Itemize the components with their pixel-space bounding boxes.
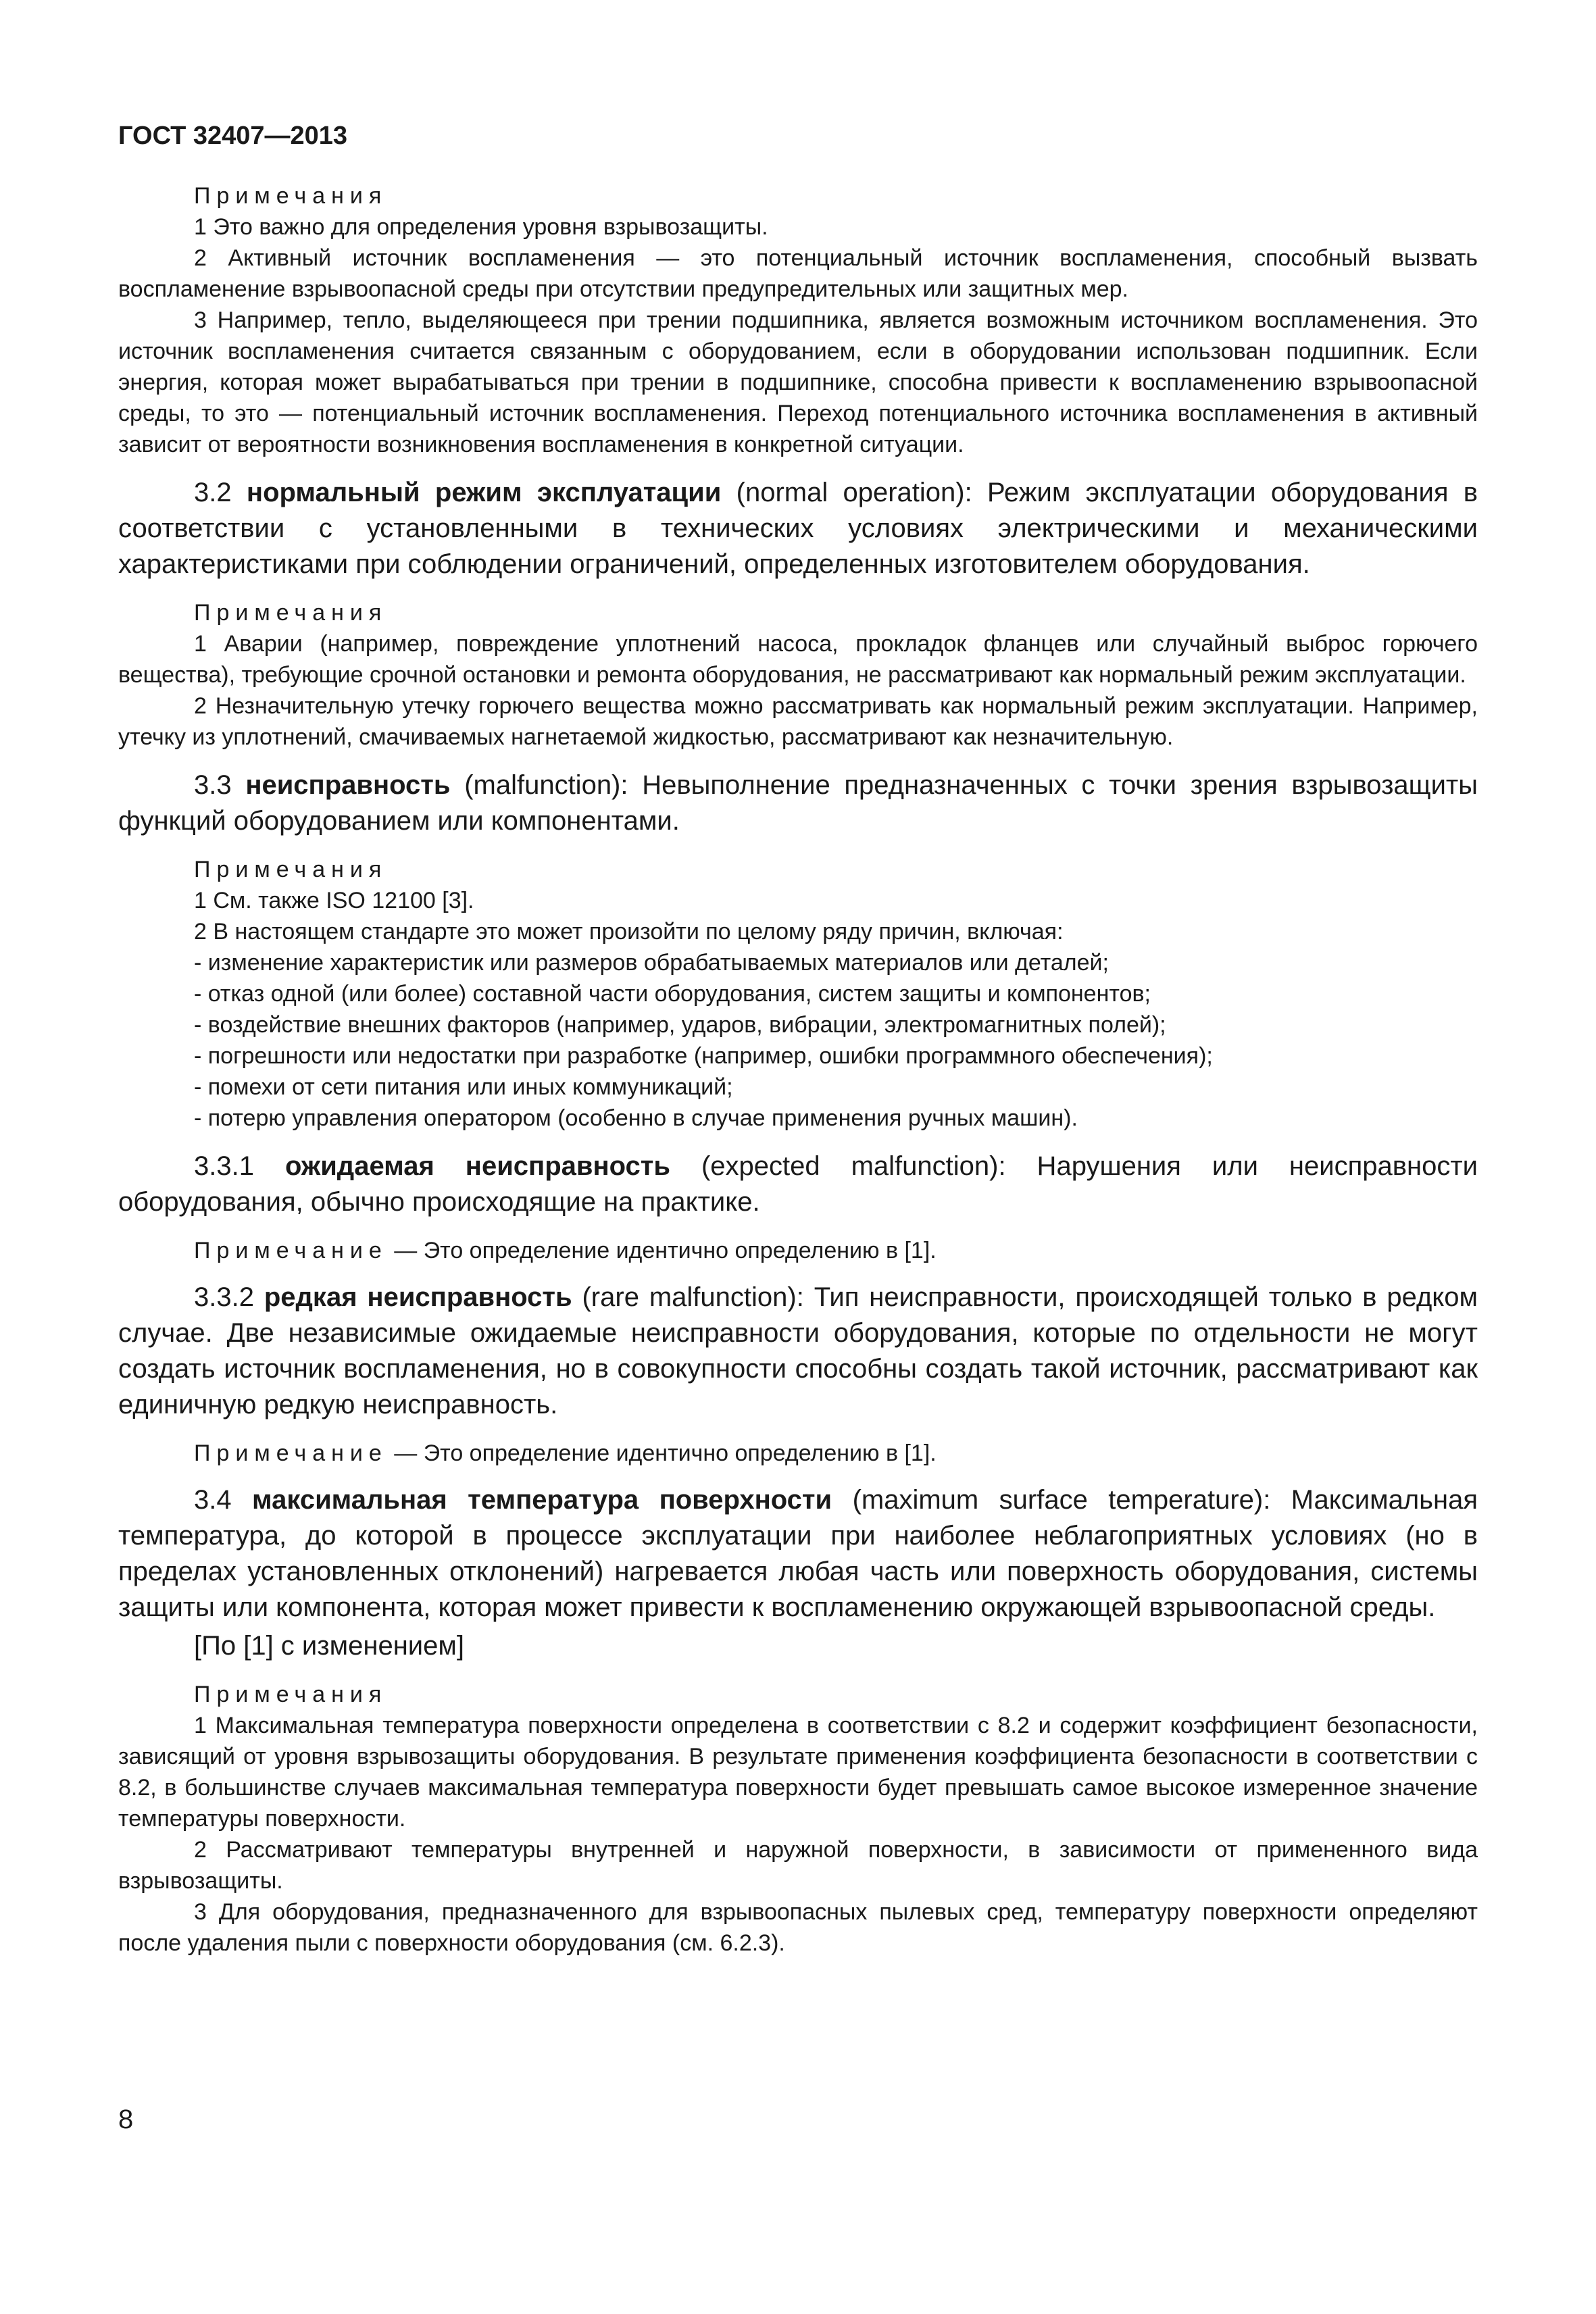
notes-block-2 [118, 597, 1478, 753]
note-item: 1 См. также ISO 12100 [3]. [194, 888, 474, 913]
term-3-3 [118, 768, 1478, 839]
note-item: - погрешности или недостатки при разработке (например, ошибки программного обеспечения); [194, 1043, 1213, 1069]
term-name: неисправность [245, 770, 451, 800]
note-item: - отказ одной (или более) составной части оборудования, систем защиты и компонентов; [194, 981, 1151, 1007]
term-definition: (malfunction): Невыполнение предназначенных с точки зрения взрывозащиты функций оборудованием или компонентами. [118, 770, 1478, 836]
note-text: — Это определение идентично определению в [1]. [394, 1238, 937, 1263]
notes-title: Примечания [194, 183, 388, 209]
notes-block-4 [118, 1679, 1478, 1959]
note-item: - потерю управления оператором (особенно в случае применения ручных машин). [194, 1105, 1078, 1131]
notes-block-3 [118, 854, 1478, 1134]
document-header: ГОСТ 32407—2013 [118, 122, 348, 150]
note-label: Примечание [194, 1440, 388, 1466]
term-definition: (rare malfunction): Тип неисправности, происходящей только в редком случае. Две независимые ожидаемые неисправности оборудования, которые по отдельности не могут создать источник воспламенения, но в совокупности способны создать такой источник, рассматривают как единичную редкую неисправность. [118, 1282, 1478, 1419]
term-3-3-1 [118, 1149, 1478, 1220]
note-item: - воздействие внешних факторов (например, ударов, вибрации, электромагнитных полей); [194, 1012, 1166, 1038]
term-definition: (maximum surface temperature): Максимальная температура, до которой в процессе эксплуатации при наиболее неблагоприятных условиях (но в пределах установленных отклонений) нагревается любая часть или поверхность оборудования, системы защиты или компонента, которая может привести к воспламенению окружающей взрывоопасной среды. [118, 1485, 1478, 1622]
notes-title: Примечания [194, 600, 388, 626]
note-item: 2 В настоящем стандарте это может произойти по целому ряду причин, включая: [194, 919, 1064, 945]
note-item: 3 Для оборудования, предназначенного для взрывоопасных пылевых сред, температуру поверхности определяют после удаления пыли с поверхности оборудования (см. 6.2.3). [118, 1899, 1478, 1956]
note-item: 2 Незначительную утечку горючего вещества можно рассматривать как нормальный режим эксплуатации. Например, утечку из уплотнений, смачиваемых нагнетаемой жидкостью, рассматривают как незначительную. [118, 693, 1478, 750]
note-3-3-2 [118, 1438, 1478, 1469]
term-definition: (normal operation): Режим эксплуатации оборудования в соответствии с установленными в технических условиях электрическими и механическими характеристиками при соблюдении ограничений, определенных изготовителем оборудования. [118, 478, 1478, 579]
term-name: максимальная температура поверхности [252, 1485, 832, 1515]
term-number: 3.3 [194, 770, 232, 800]
note-label: Примечание [194, 1238, 388, 1263]
term-number: 3.3.2 [194, 1282, 254, 1312]
term-source: [По [1] с изменением] [194, 1631, 464, 1661]
term-name: нормальный режим эксплуатации [246, 478, 722, 507]
note-item: 1 Аварии (например, повреждение уплотнений насоса, прокладок фланцев или случайный выброс горючего вещества), требующие срочной остановки и ремонта оборудования, не рассматривают как нормальный режим эксплуатации. [118, 631, 1478, 688]
term-name: редкая неисправность [264, 1282, 572, 1312]
term-number: 3.4 [194, 1485, 232, 1515]
notes-block-1 [118, 180, 1478, 460]
term-number: 3.2 [194, 478, 232, 507]
note-item: 3 Например, тепло, выделяющееся при трении подшипника, является возможным источником воспламенения. Это источник воспламенения считается связанным с оборудованием, если в оборудовании использован подшипник. Если энергия, которая может вырабатываться при трении в подшипнике, способна привести к воспламенению взрывоопасной среды, то это — потенциальный источник воспламенения. Переход потенциального источника воспламенения в активный зависит от вероятности возникновения воспламенения в конкретной ситуации. [118, 307, 1478, 457]
note-item: - помехи от сети питания или иных коммуникаций; [194, 1074, 733, 1100]
note-text: — Это определение идентично определению в [1]. [394, 1440, 937, 1466]
notes-title: Примечания [194, 857, 388, 882]
note-3-3-1 [118, 1235, 1478, 1266]
note-item: 1 Это важно для определения уровня взрывозащиты. [194, 214, 768, 240]
term-3-2 [118, 475, 1478, 582]
note-item: 2 Активный источник воспламенения — это потенциальный источник воспламенения, способный вызвать воспламенение взрывоопасной среды при отсутствии предупредительных или защитных мер. [118, 245, 1478, 302]
notes-title: Примечания [194, 1682, 388, 1707]
term-number: 3.3.1 [194, 1151, 254, 1181]
note-item: - изменение характеристик или размеров обрабатываемых материалов или деталей; [194, 950, 1109, 976]
page-number: 8 [118, 2105, 134, 2134]
note-item: 2 Рассматривают температуры внутренней и наружной поверхности, в зависимости от примененного вида взрывозащиты. [118, 1837, 1478, 1894]
term-3-3-2 [118, 1280, 1478, 1423]
term-name: ожидаемая неисправность [284, 1151, 670, 1181]
term-definition: (expected malfunction): Нарушения или неисправности оборудования, обычно происходящие на практике. [118, 1151, 1478, 1217]
term-3-4 [118, 1482, 1478, 1626]
note-item: 1 Максимальная температура поверхности определена в соответствии с 8.2 и содержит коэффициент безопасности, зависящий от уровня взрывозащиты оборудования. В результате применения коэффициента безопасности в соответствии с 8.2, в большинстве случаев максимальная температура поверхности будет превышать самое высокое измеренное значение температуры поверхности. [118, 1713, 1478, 1832]
